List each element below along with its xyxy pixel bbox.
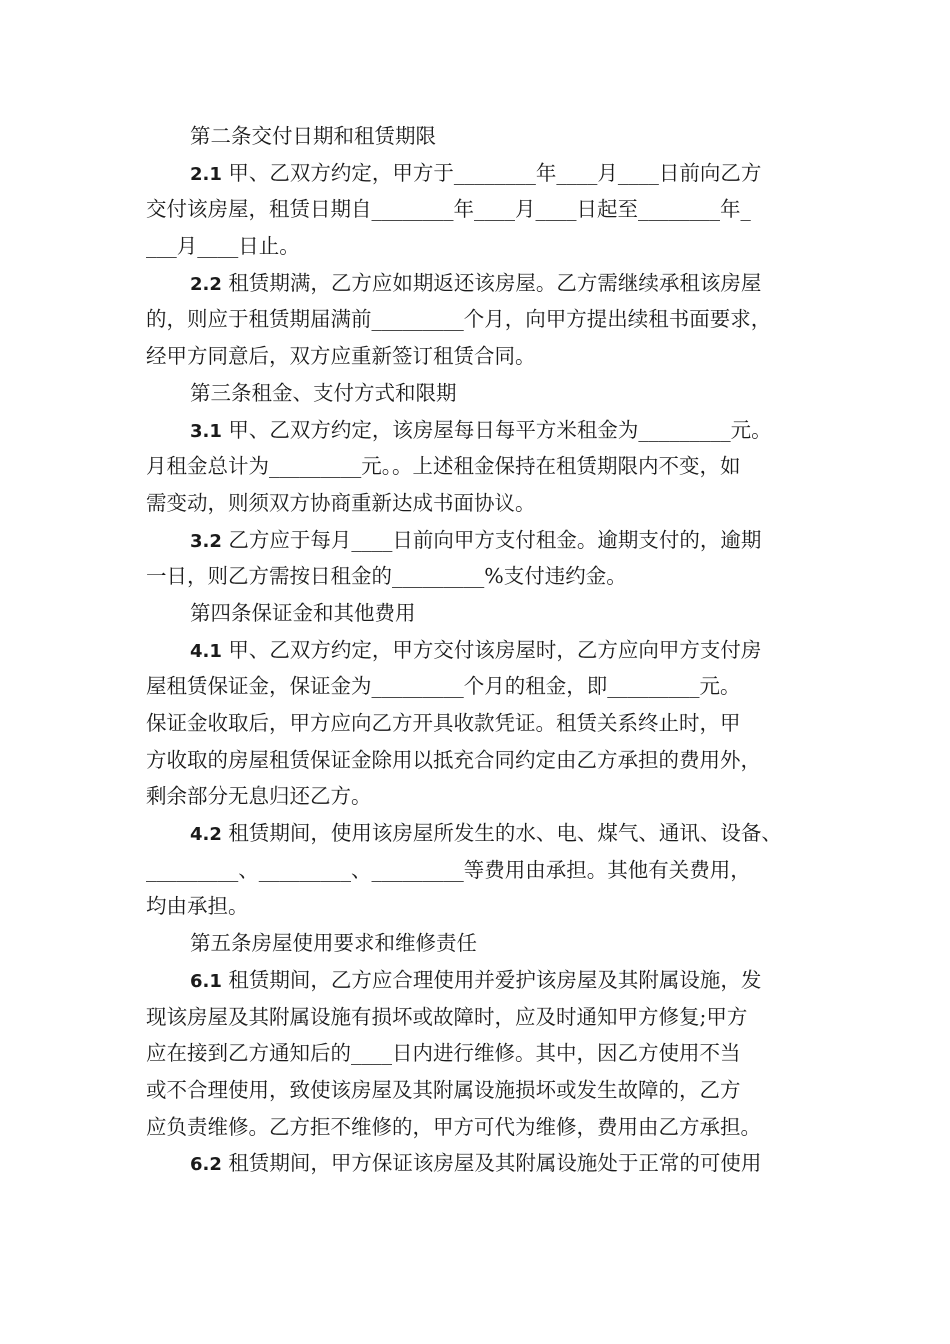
section-heading: 第四条保证金和其他费用 bbox=[190, 600, 416, 625]
clause-line: 月租金总计为_________元。。上述租金保持在租赁期限内不变，如 bbox=[146, 454, 741, 479]
clause-line: 或不合理使用，致使该房屋及其附属设施损坏或发生故障的，乙方 bbox=[146, 1077, 741, 1102]
clause-line: 应负责维修。乙方拒不维修的，甲方可代为维修，费用由乙方承担。 bbox=[146, 1114, 761, 1139]
clause-line: _________、_________、_________等费用由承担。其他有关费用， bbox=[146, 857, 751, 882]
clause-line: 交付该房屋，租赁日期自________年____月____日起至________年_ bbox=[146, 197, 751, 222]
clause-number: 6.1 bbox=[190, 970, 222, 992]
clause-line: 2.1 甲、乙双方约定，甲方于________年____月____日前向乙方 bbox=[190, 160, 762, 185]
section-heading: 第二条交付日期和租赁期限 bbox=[190, 124, 436, 148]
clause-line: 方收取的房屋租赁保证金除用以抵充合同约定由乙方承担的费用外， bbox=[146, 747, 761, 772]
clause-line: 应在接到乙方通知后的____日内进行维修。其中，因乙方使用不当 bbox=[146, 1041, 741, 1066]
clause-line: 一日，则乙方需按日租金的_________%支付违约金。 bbox=[146, 564, 627, 589]
clause-line: 2.2 租赁期满，乙方应如期返还该房屋。乙方需继续承租该房屋 bbox=[190, 270, 762, 295]
clause-number: 4.2 bbox=[190, 824, 222, 846]
clause-line: 屋租赁保证金，保证金为_________个月的租金，即_________元。 bbox=[146, 674, 741, 699]
clause-line: 3.2 乙方应于每月____日前向甲方支付租金。逾期支付的，逾期 bbox=[190, 527, 762, 552]
clause-line: 现该房屋及其附属设施有损坏或故障时，应及时通知甲方修复;甲方 bbox=[146, 1004, 748, 1029]
clause-number: 3.2 bbox=[190, 530, 222, 552]
section-heading: 第三条租金、支付方式和限期 bbox=[190, 380, 457, 405]
document-body bbox=[146, 118, 826, 1182]
clause-line: ___月____日止。 bbox=[146, 234, 300, 259]
clause-number: 4.1 bbox=[190, 640, 222, 662]
clause-line: 均由承担。 bbox=[146, 894, 249, 919]
clause-number: 3.1 bbox=[190, 420, 222, 442]
clause-line: 6.1 租赁期间，乙方应合理使用并爱护该房屋及其附属设施，发 bbox=[190, 967, 762, 992]
clause-number: 2.2 bbox=[190, 273, 222, 295]
clause-line: 4.1 甲、乙双方约定，甲方交付该房屋时，乙方应向甲方支付房 bbox=[190, 637, 762, 662]
section-heading: 第五条房屋使用要求和维修责任 bbox=[190, 931, 477, 956]
clause-line: 的，则应于租赁期届满前_________个月，向甲方提出续租书面要求， bbox=[146, 307, 772, 332]
clause-line: 4.2 租赁期间，使用该房屋所发生的水、电、煤气、通讯、设备、 bbox=[190, 821, 782, 846]
clause-number: 6.2 bbox=[190, 1154, 222, 1176]
clause-line: 经甲方同意后，双方应重新签订租赁合同。 bbox=[146, 344, 536, 369]
clause-number: 2.1 bbox=[190, 163, 222, 185]
clause-line: 剩余部分无息归还乙方。 bbox=[146, 784, 372, 809]
clause-line: 6.2 租赁期间，甲方保证该房屋及其附属设施处于正常的可使用 bbox=[190, 1151, 762, 1176]
clause-line: 需变动，则须双方协商重新达成书面协议。 bbox=[146, 490, 536, 515]
clause-line: 保证金收取后，甲方应向乙方开具收款凭证。租赁关系终止时，甲 bbox=[146, 711, 741, 735]
clause-line: 3.1 甲、乙双方约定，该房屋每日每平方米租金为_________元。 bbox=[190, 417, 772, 442]
